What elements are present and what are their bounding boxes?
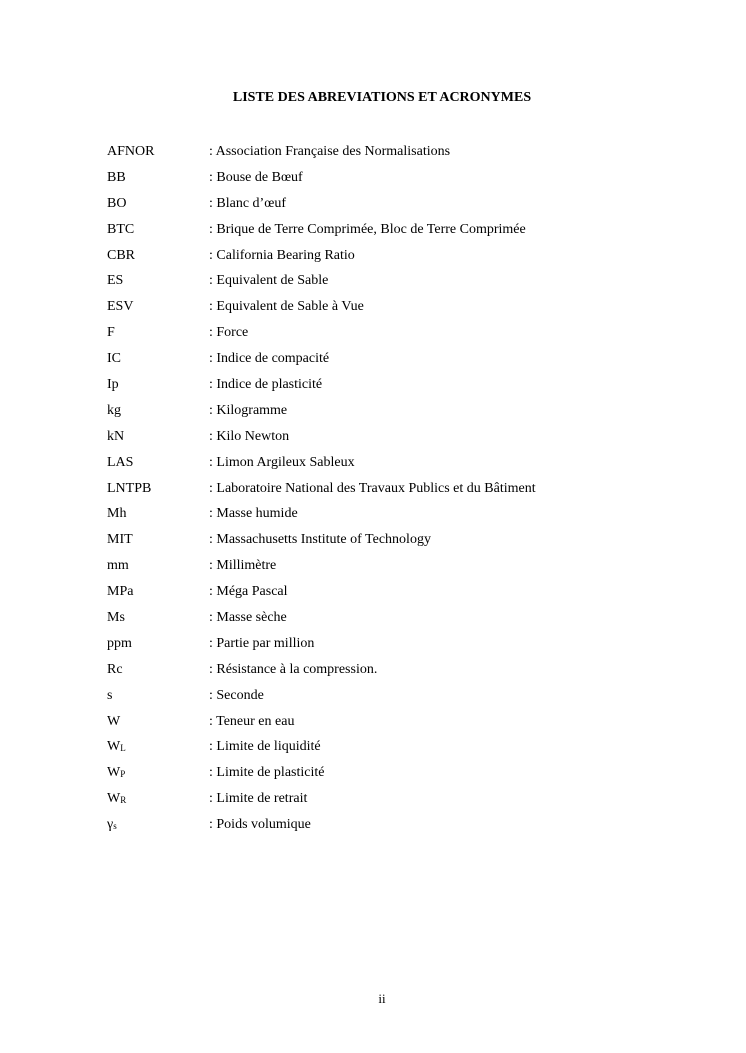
abbreviation-code — [107, 636, 209, 652]
abbreviation-definition: : Bouse de Bœuf — [209, 169, 303, 185]
abbreviation-code — [107, 429, 209, 445]
abbreviation-definition: : Teneur en eau — [209, 713, 295, 729]
abbreviation-code — [107, 791, 209, 807]
abbreviation-row — [107, 501, 707, 527]
abbreviation-code — [107, 765, 209, 781]
abbreviation-definition: : Masse sèche — [209, 609, 287, 625]
abbreviation-code — [107, 273, 209, 289]
abbreviation-row — [107, 165, 707, 191]
abbreviation-code — [107, 403, 209, 419]
abbreviation-code — [107, 817, 209, 833]
abbreviation-row — [107, 294, 707, 320]
abbreviation-definition: : Massachusetts Institute of Technology — [209, 532, 431, 548]
abbreviation-row — [107, 683, 707, 709]
abbreviation-code — [107, 558, 209, 574]
abbreviation-code — [107, 299, 209, 315]
abbreviation-definition: : California Bearing Ratio — [209, 247, 355, 263]
abbreviation-definition: : Résistance à la compression. — [209, 661, 378, 677]
abbreviation-row — [107, 243, 707, 269]
abbreviation-code-text: mm — [107, 558, 129, 574]
abbreviation-code — [107, 351, 209, 367]
abbreviation-definition: : Association Française des Normalisations — [209, 143, 451, 159]
abbreviation-definition: : Masse humide — [209, 506, 298, 522]
abbreviation-code — [107, 377, 209, 393]
abbreviation-code — [107, 170, 209, 186]
abbreviation-row — [107, 631, 707, 657]
abbreviation-definition: : Blanc d’œuf — [209, 195, 286, 211]
abbreviation-row — [107, 450, 707, 476]
abbreviation-definition: : Méga Pascal — [209, 584, 288, 600]
abbreviation-subscript: R — [120, 795, 127, 806]
abbreviation-definition: : Equivalent de Sable à Vue — [209, 299, 364, 315]
abbreviation-definition: : Limon Argileux Sableux — [209, 454, 355, 470]
abbreviation-code — [107, 506, 209, 522]
abbreviation-code-text: MPa — [107, 584, 134, 600]
abbreviation-code — [107, 584, 209, 600]
abbreviation-row — [107, 476, 707, 502]
abbreviation-code-text: IC — [107, 351, 121, 367]
abbreviation-code-text: kN — [107, 428, 125, 444]
abbreviation-definition: : Laboratoire National des Travaux Publics et du Bâtiment — [209, 480, 536, 496]
abbreviation-code-text: ppm — [107, 635, 132, 651]
abbreviation-code — [107, 481, 209, 497]
abbreviation-row — [107, 268, 707, 294]
abbreviation-code-text: kg — [107, 402, 121, 418]
abbreviation-code-text: AFNOR — [107, 143, 155, 159]
abbreviation-code — [107, 532, 209, 548]
abbreviation-code — [107, 455, 209, 471]
abbreviation-definition: : Kilogramme — [209, 402, 288, 418]
abbreviation-code-text: Rc — [107, 661, 123, 677]
abbreviation-definition: : Millimètre — [209, 558, 277, 574]
abbreviation-code — [107, 222, 209, 238]
abbreviation-code — [107, 325, 209, 341]
abbreviation-row — [107, 605, 707, 631]
abbreviation-definition: : Force — [209, 325, 249, 341]
abbreviation-subscript: P — [120, 769, 126, 780]
abbreviation-code-text: W — [107, 713, 121, 729]
abbreviation-code-text: BTC — [107, 221, 135, 237]
abbreviation-code-text: BO — [107, 195, 127, 211]
abbreviation-code-text: MIT — [107, 532, 133, 548]
abbreviation-definition: : Indice de compacité — [209, 351, 330, 367]
abbreviation-code — [107, 714, 209, 730]
abbreviation-code-text: W — [107, 791, 121, 807]
abbreviation-code-text: LAS — [107, 454, 134, 470]
abbreviation-row — [107, 372, 707, 398]
abbreviation-row — [107, 346, 707, 372]
abbreviation-code-text: Mh — [107, 506, 127, 522]
abbreviation-row — [107, 217, 707, 243]
abbreviation-row — [107, 139, 707, 165]
abbreviation-definition: : Indice de plasticité — [209, 376, 323, 392]
abbreviation-row — [107, 527, 707, 553]
abbreviation-row — [107, 657, 707, 683]
abbreviation-row — [107, 191, 707, 217]
page-title: LISTE DES ABREVIATIONS ET ACRONYMES — [232, 90, 532, 105]
abbreviation-code-text: ES — [107, 273, 124, 289]
abbreviation-code-text: W — [107, 765, 121, 781]
abbreviation-definition: : Equivalent de Sable — [209, 273, 329, 289]
abbreviation-code-text: ESV — [107, 299, 134, 315]
abbreviation-code-text: LNTPB — [107, 480, 152, 496]
abbreviation-row — [107, 553, 707, 579]
abbreviation-subscript: s — [113, 821, 117, 832]
page-number: ii — [378, 991, 386, 1006]
abbreviation-definition: : Brique de Terre Comprimée, Bloc de Terre Comprimée — [209, 221, 526, 237]
abbreviation-definition: : Kilo Newton — [209, 428, 290, 444]
abbreviation-definition: : Limite de plasticité — [209, 765, 325, 781]
abbreviation-code-text: BB — [107, 169, 126, 185]
abbreviation-row — [107, 734, 707, 760]
abbreviation-code-text: F — [107, 325, 115, 341]
abbreviation-row — [107, 579, 707, 605]
abbreviation-code-text: s — [107, 687, 113, 703]
abbreviation-code — [107, 610, 209, 626]
abbreviation-code — [107, 248, 209, 264]
abbreviation-code — [107, 662, 209, 678]
abbreviation-row — [107, 812, 707, 838]
abbreviation-list — [107, 139, 707, 838]
abbreviation-row — [107, 709, 707, 735]
abbreviation-row — [107, 760, 707, 786]
abbreviation-definition: : Poids volumique — [209, 817, 311, 833]
abbreviation-row — [107, 398, 707, 424]
abbreviation-code — [107, 739, 209, 755]
abbreviation-row — [107, 424, 707, 450]
abbreviation-definition: : Limite de retrait — [209, 791, 308, 807]
abbreviation-row — [107, 320, 707, 346]
abbreviation-code-text: Ip — [107, 376, 119, 392]
abbreviation-definition: : Seconde — [209, 687, 264, 703]
abbreviation-subscript: L — [120, 743, 126, 754]
abbreviation-definition: : Limite de liquidité — [209, 739, 321, 755]
abbreviation-code-text: γ — [107, 817, 114, 833]
abbreviation-code — [107, 144, 209, 160]
abbreviation-code — [107, 688, 209, 704]
abbreviation-definition: : Partie par million — [209, 635, 315, 651]
abbreviation-row — [107, 786, 707, 812]
abbreviation-code — [107, 196, 209, 212]
abbreviation-code-text: Ms — [107, 609, 125, 625]
abbreviation-code-text: W — [107, 739, 121, 755]
abbreviation-code-text: CBR — [107, 247, 136, 263]
